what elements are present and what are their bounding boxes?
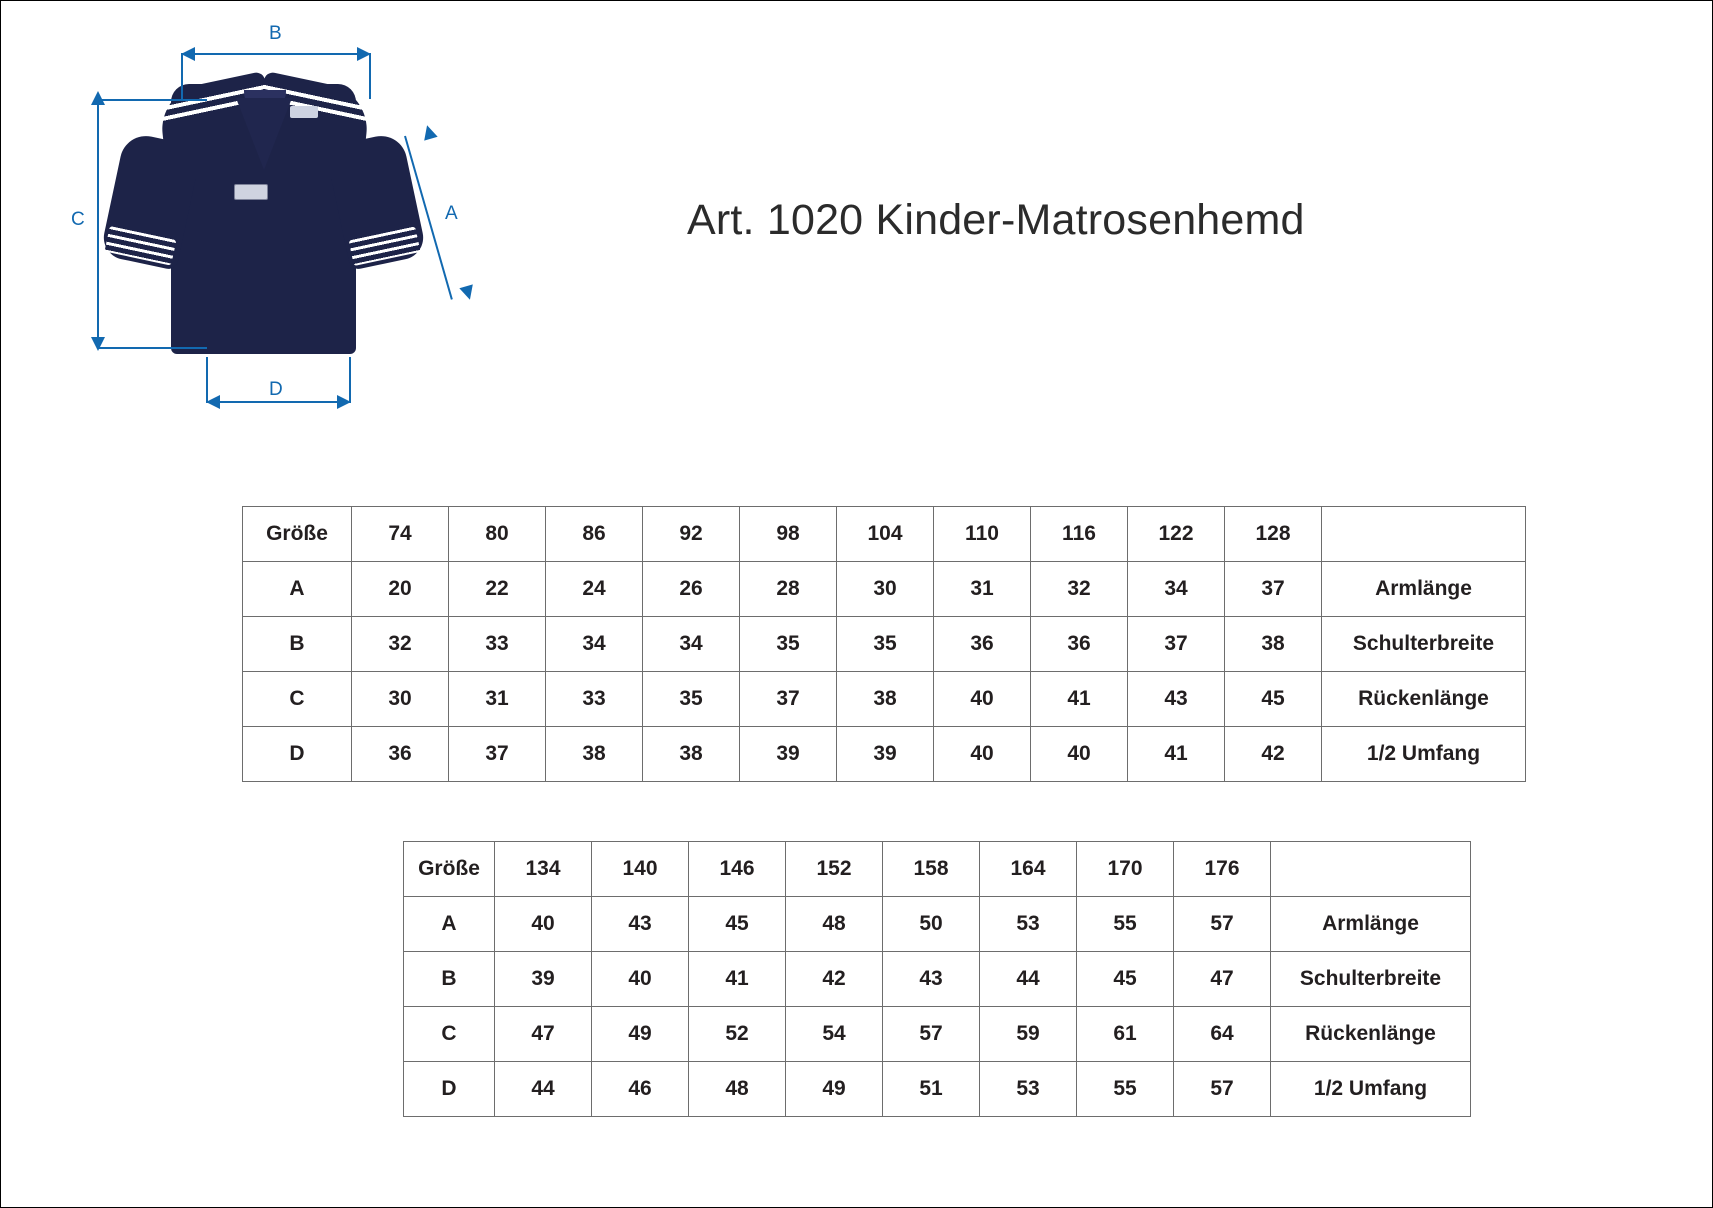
table-cell: 57: [883, 1007, 980, 1062]
table-header-cell: Größe: [404, 842, 495, 897]
table-cell: 49: [592, 1007, 689, 1062]
table-header-cell: 164: [980, 842, 1077, 897]
table-cell: 48: [786, 897, 883, 952]
table-cell: 39: [837, 727, 934, 782]
table-cell: 37: [1225, 562, 1322, 617]
table-cell: 36: [352, 727, 449, 782]
dimension-arrow-c-top: [91, 91, 105, 105]
table-header-cell: 134: [495, 842, 592, 897]
table-cell: 38: [643, 727, 740, 782]
dimension-label-d: D: [269, 379, 283, 400]
table-cell: 54: [786, 1007, 883, 1062]
table-cell: 1/2 Umfang: [1322, 727, 1526, 782]
table-row: [243, 727, 1526, 782]
table-cell: 34: [643, 617, 740, 672]
table-row: [243, 562, 1526, 617]
table-cell: 31: [934, 562, 1031, 617]
table-cell: D: [243, 727, 352, 782]
table-header-cell: 116: [1031, 507, 1128, 562]
table-cell: 39: [740, 727, 837, 782]
table-header-cell: [1322, 507, 1526, 562]
table-header-cell: 146: [689, 842, 786, 897]
table-header-cell: 140: [592, 842, 689, 897]
sailor-collar: [162, 76, 367, 186]
table-cell: 59: [980, 1007, 1077, 1062]
table-cell: 50: [883, 897, 980, 952]
dimension-label-a: A: [445, 203, 458, 224]
table-cell: Armlänge: [1322, 562, 1526, 617]
table-cell: 55: [1077, 897, 1174, 952]
table-cell: Armlänge: [1271, 897, 1471, 952]
table-cell: 37: [449, 727, 546, 782]
table-cell: 61: [1077, 1007, 1174, 1062]
table-cell: 57: [1174, 1062, 1271, 1117]
table-cell: 51: [883, 1062, 980, 1117]
table-cell: A: [243, 562, 352, 617]
table-cell: 44: [980, 952, 1077, 1007]
table-cell: 38: [546, 727, 643, 782]
table-cell: 43: [1128, 672, 1225, 727]
dimension-line-d: [206, 401, 351, 403]
table-cell: 42: [1225, 727, 1322, 782]
table-cell: 28: [740, 562, 837, 617]
table-cell: 40: [495, 897, 592, 952]
dimension-tick-d-right: [349, 357, 351, 403]
table-cell: 64: [1174, 1007, 1271, 1062]
table-cell: 38: [837, 672, 934, 727]
table-cell: 43: [592, 897, 689, 952]
table-header-cell: 176: [1174, 842, 1271, 897]
table-cell: 39: [495, 952, 592, 1007]
table-cell: 30: [837, 562, 934, 617]
table-cell: 40: [592, 952, 689, 1007]
dimension-arrow-d-left: [206, 395, 220, 409]
table-cell: 35: [740, 617, 837, 672]
table-header-cell: 98: [740, 507, 837, 562]
table-cell: A: [404, 897, 495, 952]
table-cell: 35: [837, 617, 934, 672]
table-header-cell: 152: [786, 842, 883, 897]
sailor-shirt-illustration: [126, 66, 401, 356]
table-cell: 26: [643, 562, 740, 617]
table-cell: 53: [980, 897, 1077, 952]
table-header-row: [243, 507, 1526, 562]
table-cell: 55: [1077, 1062, 1174, 1117]
table-cell: 36: [1031, 617, 1128, 672]
size-table-small: [242, 506, 1526, 782]
table-cell: 52: [689, 1007, 786, 1062]
table-cell: Rückenlänge: [1271, 1007, 1471, 1062]
table-cell: 42: [786, 952, 883, 1007]
table-cell: 20: [352, 562, 449, 617]
table-header-cell: 92: [643, 507, 740, 562]
table-header-cell: 128: [1225, 507, 1322, 562]
table-cell: 36: [934, 617, 1031, 672]
dimension-line-c: [97, 99, 99, 349]
table-cell: 49: [786, 1062, 883, 1117]
size-table-large: [403, 841, 1471, 1117]
table-cell: 41: [1031, 672, 1128, 727]
table-header-cell: 86: [546, 507, 643, 562]
dimension-line-b: [181, 53, 371, 55]
table-header-cell: 122: [1128, 507, 1225, 562]
table-row: [404, 1062, 1471, 1117]
table-header-cell: Größe: [243, 507, 352, 562]
table-cell: 37: [1128, 617, 1225, 672]
table-cell: C: [243, 672, 352, 727]
table-cell: 32: [352, 617, 449, 672]
chest-badge: [234, 184, 268, 200]
table-cell: 45: [1225, 672, 1322, 727]
page-title: Art. 1020 Kinder-Matrosenhemd: [687, 196, 1305, 244]
table-cell: 30: [352, 672, 449, 727]
table-row: [404, 1007, 1471, 1062]
dimension-label-c: C: [71, 209, 85, 230]
table-cell: 37: [740, 672, 837, 727]
table-cell: D: [404, 1062, 495, 1117]
table-cell: 47: [495, 1007, 592, 1062]
table-header-cell: 158: [883, 842, 980, 897]
table-header-cell: 104: [837, 507, 934, 562]
table-cell: 45: [1077, 952, 1174, 1007]
table-row: [243, 672, 1526, 727]
table-cell: 31: [449, 672, 546, 727]
table-cell: 38: [1225, 617, 1322, 672]
table-cell: C: [404, 1007, 495, 1062]
table-cell: 34: [1128, 562, 1225, 617]
dimension-tick-c-top: [97, 99, 207, 101]
table-header-cell: 110: [934, 507, 1031, 562]
table-cell: 33: [546, 672, 643, 727]
table-cell: 32: [1031, 562, 1128, 617]
table-cell: 40: [934, 727, 1031, 782]
dimension-arrow-b-left: [181, 47, 195, 61]
table-cell: 45: [689, 897, 786, 952]
table-cell: Schulterbreite: [1271, 952, 1471, 1007]
table-row: [404, 952, 1471, 1007]
table-cell: 48: [689, 1062, 786, 1117]
table-cell: 46: [592, 1062, 689, 1117]
dimension-label-b: B: [269, 23, 282, 44]
table-cell: 47: [1174, 952, 1271, 1007]
table-cell: 35: [643, 672, 740, 727]
table-header-cell: 74: [352, 507, 449, 562]
table-cell: 24: [546, 562, 643, 617]
dimension-tick-d-left: [206, 357, 208, 403]
dimension-tick-c-bottom: [97, 347, 207, 349]
dimension-tick-b-right: [369, 53, 371, 99]
table-cell: 40: [934, 672, 1031, 727]
table-header-cell: 80: [449, 507, 546, 562]
table-cell: Rückenlänge: [1322, 672, 1526, 727]
table-cell: 43: [883, 952, 980, 1007]
table-cell: 41: [689, 952, 786, 1007]
neck-v-insert: [236, 98, 292, 170]
table-cell: 44: [495, 1062, 592, 1117]
garment-diagram: [41, 11, 561, 441]
shirt-cuff-left: [104, 226, 176, 266]
table-header-cell: 170: [1077, 842, 1174, 897]
neck-label-tag: [290, 106, 318, 118]
table-cell: 1/2 Umfang: [1271, 1062, 1471, 1117]
dimension-arrow-a-top: [420, 123, 437, 140]
table-header-row: [404, 842, 1471, 897]
table-cell: 33: [449, 617, 546, 672]
table-cell: B: [243, 617, 352, 672]
table-cell: 22: [449, 562, 546, 617]
table-cell: 57: [1174, 897, 1271, 952]
dimension-tick-b-left: [181, 53, 183, 99]
table-cell: 40: [1031, 727, 1128, 782]
table-cell: 34: [546, 617, 643, 672]
shirt-cuff-right: [349, 226, 421, 266]
table-cell: 53: [980, 1062, 1077, 1117]
table-row: [404, 897, 1471, 952]
table-row: [243, 617, 1526, 672]
dimension-arrow-a-bottom: [459, 284, 476, 301]
table-header-cell: [1271, 842, 1471, 897]
table-cell: B: [404, 952, 495, 1007]
table-cell: 41: [1128, 727, 1225, 782]
table-cell: Schulterbreite: [1322, 617, 1526, 672]
